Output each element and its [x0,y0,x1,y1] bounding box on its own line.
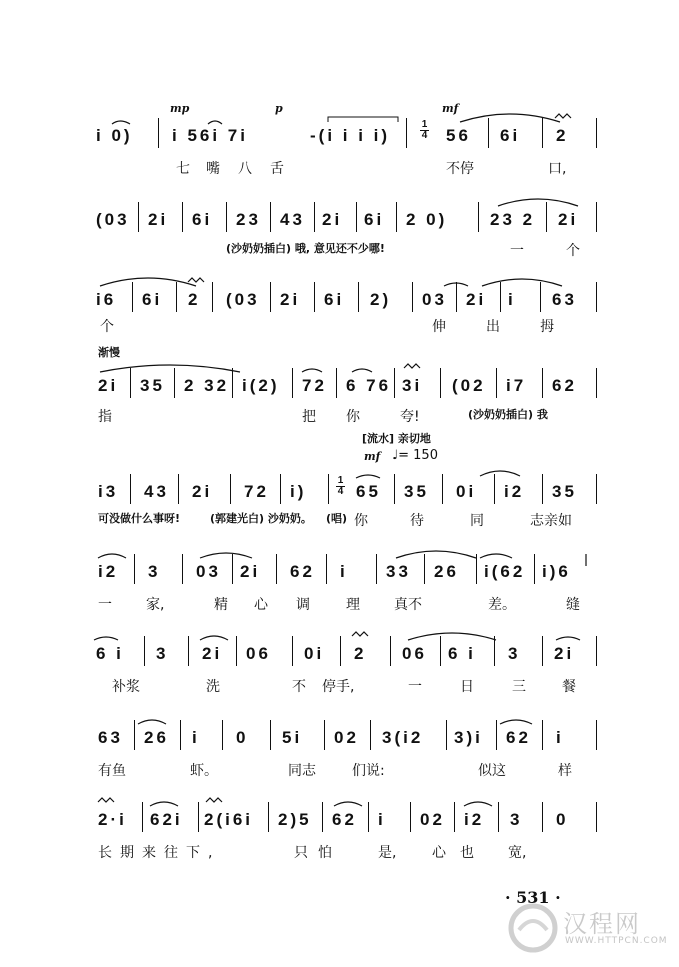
note-group: 2) [370,290,392,309]
lyric: 一 [510,243,524,259]
barline [180,720,181,750]
barline [494,474,495,504]
barline [500,282,501,312]
page-number: · 531 · [505,888,561,907]
note-group: 2 0) [406,210,448,229]
watermark-url: WWW.HTTPCN.COM [565,936,668,946]
barline [358,282,359,312]
barline [130,368,131,398]
barline [394,474,395,504]
barline [390,636,391,666]
note-group: i7 [506,376,527,395]
barline [494,636,495,666]
note-group: 2i [98,376,119,395]
spoken-line: (沙奶奶插白) 我 [468,408,548,421]
barline [270,282,271,312]
notes-row [0,630,679,670]
lyric: 家, [146,597,165,613]
lyric: 个 [566,243,580,259]
barline [546,202,547,232]
lyric: 不 [292,679,306,695]
lyric: 样 [558,763,572,779]
barline [442,474,443,504]
watermark-logo-icon [505,900,561,956]
barline [178,474,179,504]
barline [596,720,597,750]
lyric: 似这 [478,763,506,779]
note-group: 0i [304,644,325,663]
lyric: 虾。 [190,763,218,779]
note-group: 3 [508,644,521,663]
note-group: 5i [282,728,303,747]
note-group: 2i [280,290,301,309]
lyric: 三 [512,679,526,695]
barline [292,636,293,666]
lyrics-row [0,760,679,782]
note-group: 0i [456,482,477,501]
lyric: 舌 [270,161,284,177]
barline [596,282,597,312]
note-group: 62 [552,376,577,395]
note-group: 2i [202,644,223,663]
lyric: 八 [238,161,252,177]
lyric: 指 [98,409,112,425]
barline [496,368,497,398]
note-group: 3 [510,810,523,829]
barline [440,368,441,398]
barline [292,368,293,398]
barline [132,282,133,312]
note-group: i [508,290,516,309]
note-group: -(i i i i) [310,126,391,145]
barline [406,118,407,148]
lyric: 夸! [400,409,420,425]
barline [496,720,497,750]
note-group: 2(i6i [204,810,254,829]
barline [142,802,143,832]
barline [326,554,327,584]
lyric: 长期来往下, [98,845,221,861]
barline [328,474,329,504]
note-group: 72 [302,376,327,395]
spoken-line: 可没做什么事呀! [98,512,181,525]
note-group: 3 [148,562,161,581]
lyrics-row [0,510,679,532]
barline [232,368,233,398]
barline [176,282,177,312]
notes-row [0,196,679,236]
barline [540,282,541,312]
note-group: 26 [434,562,459,581]
note-group: 2·i [98,810,127,829]
barline [456,282,457,312]
dynamic-p: p [275,102,283,115]
lyric: 只怕 [294,845,342,861]
barline [542,802,543,832]
barline [596,636,597,666]
note-group: i)6 [542,562,571,581]
barline [236,636,237,666]
lyric: 拇 [540,319,554,335]
barline [174,368,175,398]
lyric: 理 [346,597,360,613]
note-group: 3)i [454,728,483,747]
notes-row [0,276,679,316]
note-group: 03 [422,290,447,309]
barline [226,202,227,232]
note-group: 06 [246,644,271,663]
barline [534,554,535,584]
barline [158,118,159,148]
note-group: 6 i [96,644,124,663]
note-group: 3 [156,644,169,663]
lyrics-row [0,316,679,338]
note-group: 72 [244,482,269,501]
barline [394,368,395,398]
barline [542,636,543,666]
barline [276,554,277,584]
note-group: 3(i2 [382,728,424,747]
barline [498,802,499,832]
note-group: i(62 [484,562,526,581]
watermark [505,900,675,960]
lyric: 待 [410,513,424,529]
note-group: 0 [236,728,249,747]
lyric: 一 [408,679,422,695]
barline [270,720,271,750]
lyric: 宽, [508,845,527,861]
note-group: 03 [196,562,221,581]
note-group: 63 [98,728,123,747]
note-group: 02 [334,728,359,747]
barline [488,118,489,148]
barline [596,368,597,398]
lyrics-row [0,594,679,616]
barline [542,118,543,148]
lyric: 你 [354,513,368,529]
lyric: 是, [378,845,397,861]
barline [222,720,223,750]
dynamic-mp: mp [170,102,190,115]
tempo-marking: 渐慢 [98,346,120,359]
lyric: 你 [346,409,360,425]
note-group: 62 [290,562,315,581]
barline [596,802,597,832]
note-group: 6 i [448,644,476,663]
lyric: 一 [98,597,112,613]
barline [270,202,271,232]
barline [138,202,139,232]
lyric: 停手, [322,679,355,695]
note-group: 6i [142,290,163,309]
barline [280,474,281,504]
barline [410,802,411,832]
note-group: 2i [148,210,169,229]
lyric: 洗 [206,679,220,695]
note-group: 62 [506,728,531,747]
spoken-line: (郭建光白) 沙奶奶。 [210,512,312,525]
barline [188,636,189,666]
note-group: 02 [420,810,445,829]
note-group: i 56i 7i [172,126,248,145]
barline [476,554,477,584]
barline [340,636,341,666]
spoken-line: (沙奶奶插白) 哦, 意见还不少哪! [226,242,385,255]
barline [182,202,183,232]
lyric: 把 [302,409,316,425]
lyric: 日 [460,679,474,695]
note-group: (03 [96,210,130,229]
note-group: 63 [552,290,577,309]
barline [230,474,231,504]
barline [542,368,543,398]
note-group: i [378,810,386,829]
barline [182,554,183,584]
note-group: 2i [192,482,213,501]
note-group: 6i [192,210,213,229]
note-group: 33 [386,562,411,581]
note-group: 35 [552,482,577,501]
note-group: 2i [554,644,575,663]
note-group: i2 [98,562,119,581]
notes-row [0,548,679,588]
lyric: 七 [176,161,190,177]
barline [324,720,325,750]
barline [134,720,135,750]
lyric: 差。 [488,597,516,613]
note-group: 2 [354,644,367,663]
note-group: 6i [500,126,521,145]
note-group: (03 [226,290,260,309]
note-group: i [340,562,348,581]
lyric: 心也 [432,845,488,861]
lyric: 出 [486,319,500,335]
time-signature: 1 4 [421,119,428,141]
lyric: 同 [470,513,484,529]
barline [336,368,337,398]
note-group: 35 [404,482,429,501]
dynamic-mf: mf [442,102,459,115]
metronome-mark: ♩= 150 [392,448,438,463]
note-group: 3i [402,376,423,395]
lyric: 有鱼 [98,763,126,779]
barline [596,474,597,504]
note-group: 06 [402,644,427,663]
note-group: 6 76 [346,376,392,395]
barline [412,282,413,312]
notes-row [0,362,679,402]
barline [370,720,371,750]
barline [596,118,597,148]
barline [424,554,425,584]
lyric: 真不 [394,597,422,613]
note-group: i3 [98,482,119,501]
barline [134,554,135,584]
lyric: 同志 [288,763,316,779]
style-marking: [流水] 亲切地 [362,432,431,445]
note-group: 0 [556,810,569,829]
barline [542,474,543,504]
note-group: 62 [332,810,357,829]
barline [314,282,315,312]
watermark-name: 汉程网 [563,910,641,938]
note-group: 35 [140,376,165,395]
notes-row [0,796,679,836]
note-group: 23 [236,210,261,229]
lyric: 缝 [566,597,580,613]
lyrics-row [0,158,679,180]
note-group: 23 2 [490,210,536,229]
note-group: 62i [150,810,183,829]
lyric: 调 [296,597,310,613]
lyrics-row [0,842,679,864]
lyric: 不停 [446,161,474,177]
note-group: i 0) [96,126,133,145]
barline [232,554,233,584]
note-group: 65 [356,482,381,501]
note-group: 2i [240,562,261,581]
note-group: i6 [96,290,117,309]
note-group: 43 [144,482,169,501]
time-signature: 1 4 [337,475,344,497]
lyric: 伸 [432,319,446,335]
note-group: i2 [464,810,485,829]
note-group: 2 32 [184,376,230,395]
lyric: 个 [100,319,114,335]
note-group: 6i [324,290,345,309]
barline [478,202,479,232]
lyric: 志亲如 [530,513,572,529]
barline [314,202,315,232]
lyric: 口, [548,161,567,177]
barline [596,202,597,232]
barline [376,554,377,584]
notes-row [0,468,679,508]
lyric: 心 [254,597,268,613]
lyrics-row [0,240,679,262]
note-group: 56 [446,126,471,145]
lyric: 精 [214,597,228,613]
barline [198,802,199,832]
lyric: 补浆 [112,679,140,695]
barline [322,802,323,832]
barline [454,802,455,832]
note-group: 2i [322,210,343,229]
barline [356,202,357,232]
note-group: 2i [466,290,487,309]
note-group: 2 [556,126,569,145]
note-group: i [192,728,200,747]
barline [144,636,145,666]
note-group: i) [290,482,307,501]
note-group: i [556,728,564,747]
lyric: 们说: [352,763,385,779]
note-group: 2 [188,290,201,309]
barline [212,282,213,312]
note-group: 2)5 [278,810,312,829]
barline [440,636,441,666]
barline [130,474,131,504]
barline [396,202,397,232]
barline [542,720,543,750]
notes-row [0,714,679,754]
note-group: 26 [144,728,169,747]
lyric: 嘴 [206,161,220,177]
lyrics-row [0,406,679,428]
spoken-line: (唱) [326,512,348,525]
note-group: i2 [504,482,525,501]
barline [446,720,447,750]
note-group: i(2) [242,376,280,395]
note-group: (02 [452,376,486,395]
note-group: 6i [364,210,385,229]
dynamic-mf: mf [364,450,381,463]
barline [268,802,269,832]
lyrics-row [0,676,679,698]
note-group: 43 [280,210,305,229]
note-group: 2i [558,210,579,229]
barline [368,802,369,832]
lyric: 餐 [562,679,576,695]
notes-row [0,112,679,152]
